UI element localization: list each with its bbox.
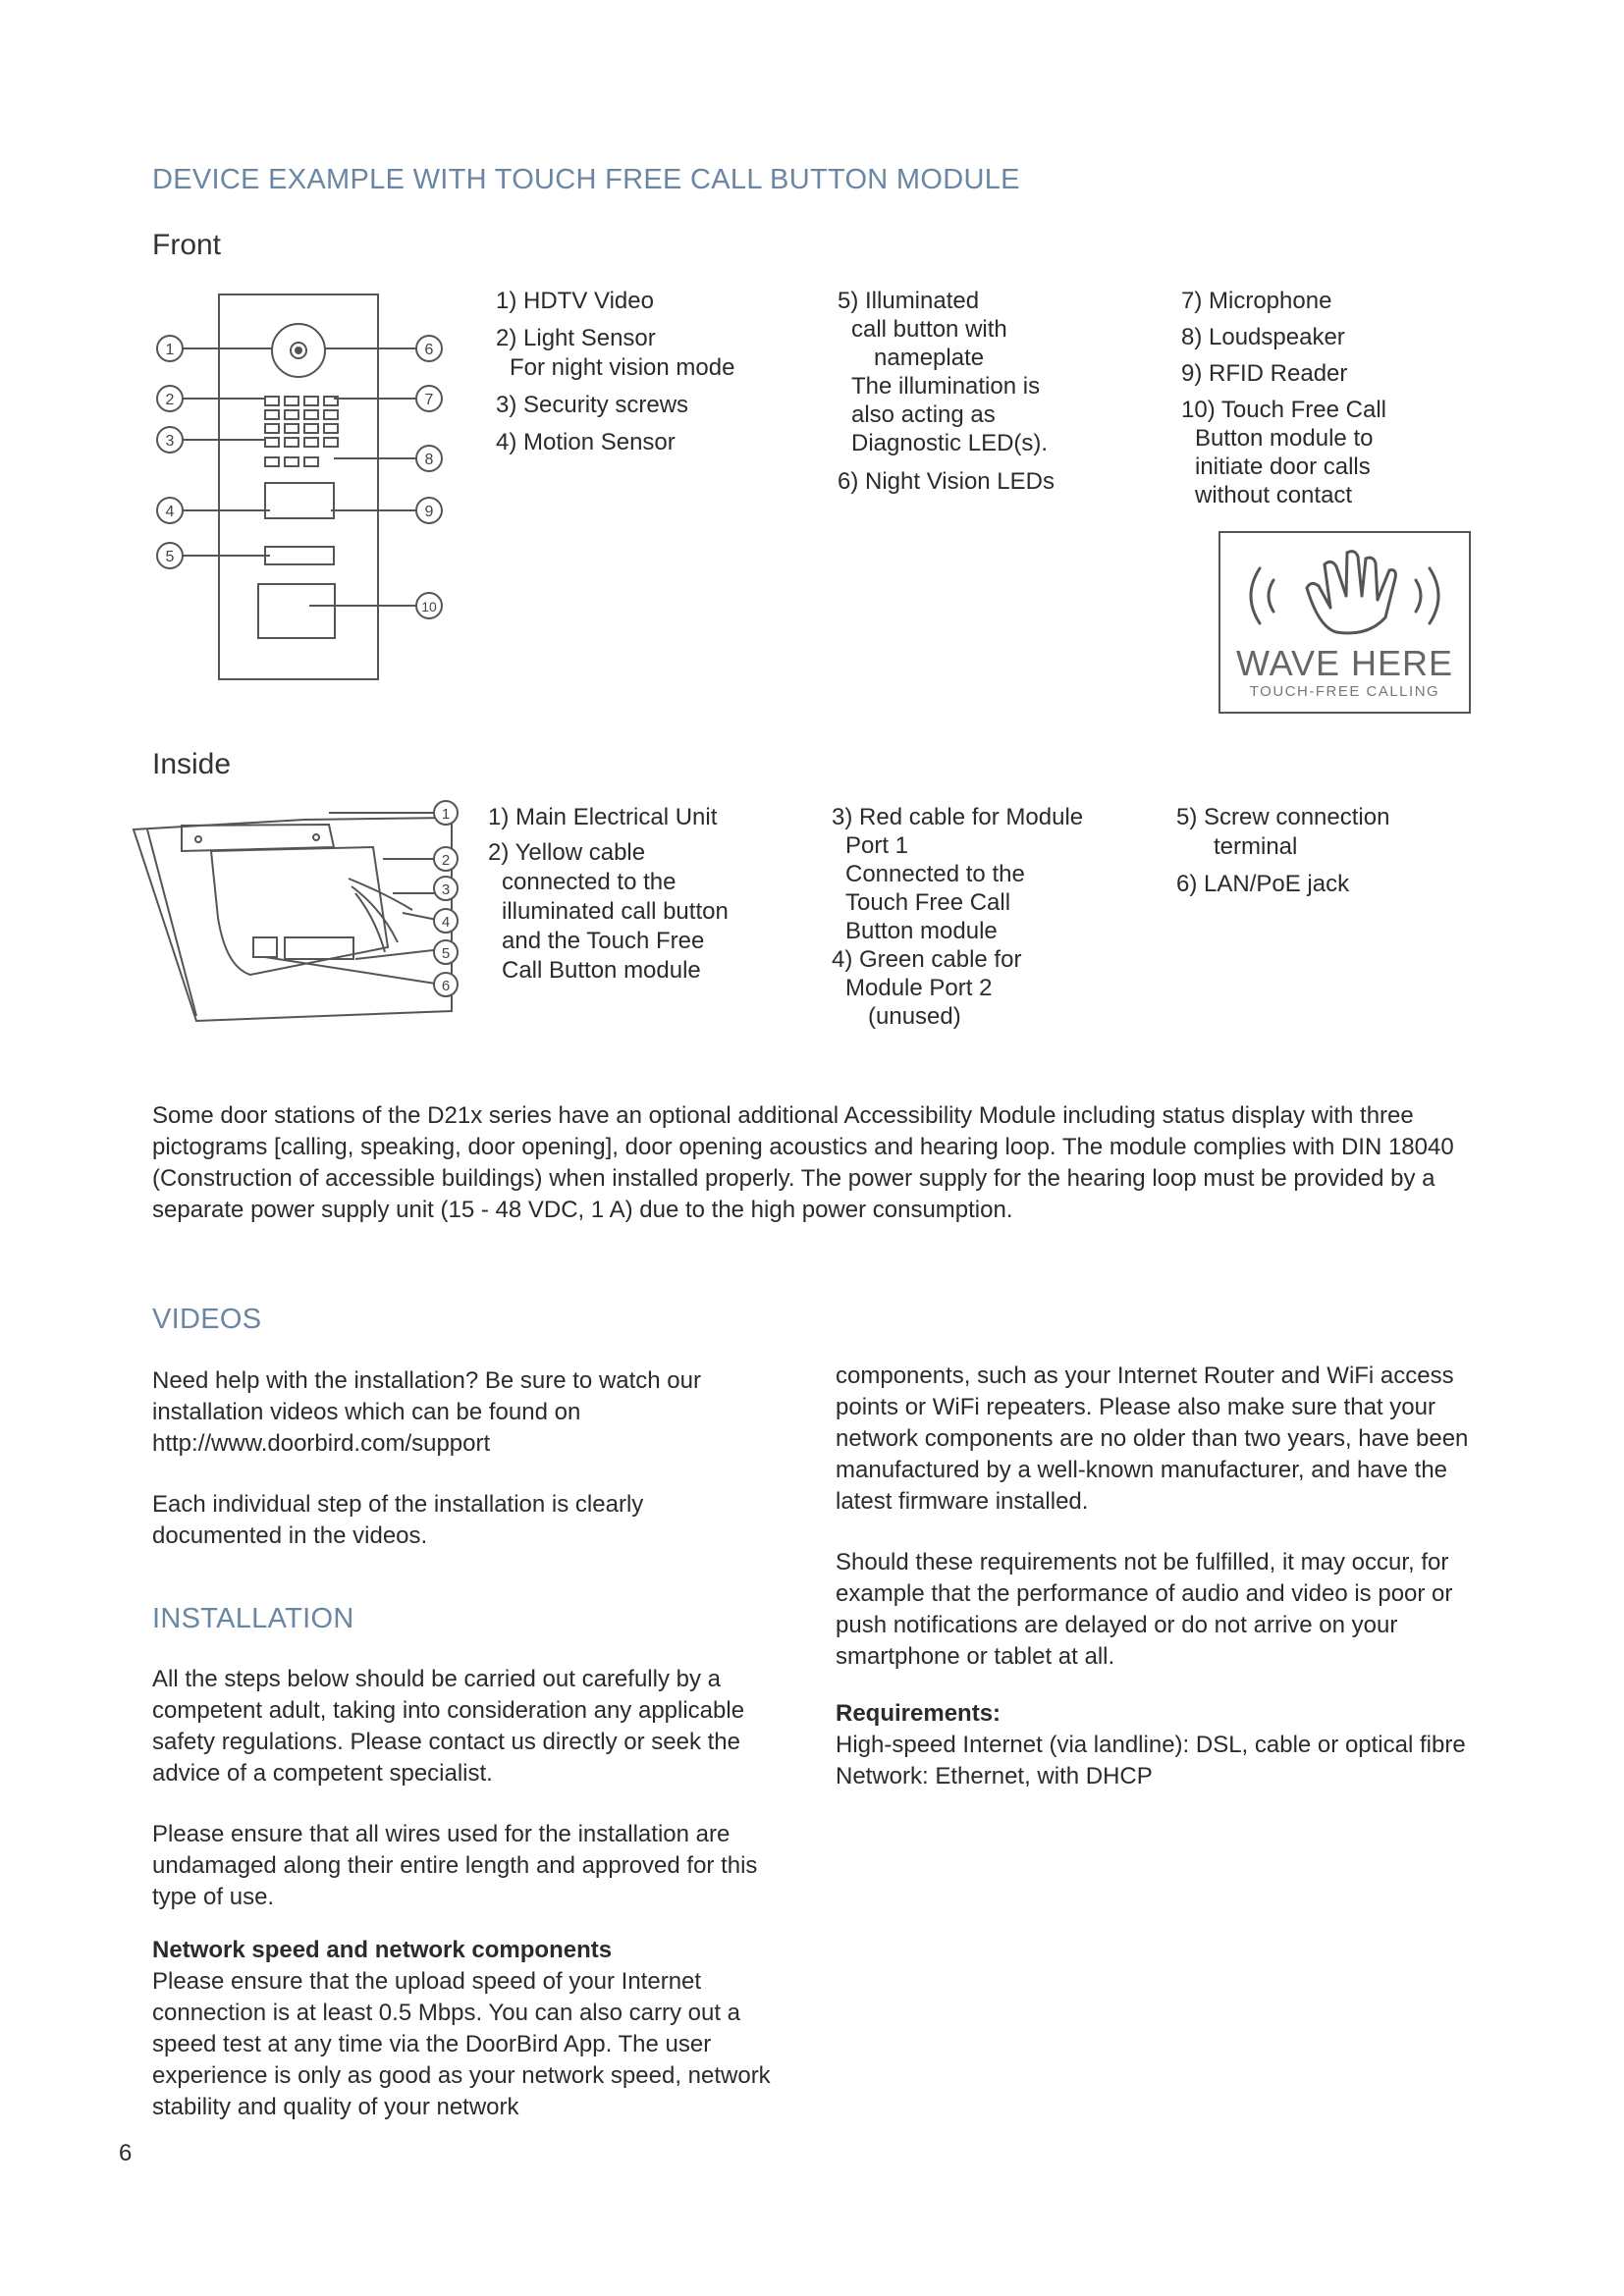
list-item: nameplate <box>874 345 985 371</box>
list-item: 7) Microphone <box>1181 288 1332 314</box>
inside-callout-6: 6 <box>441 978 451 994</box>
network-paragraph: Please ensure that the upload speed of your Internet connection is at least 0.5 Mbps. You can also carry out a speed test at any time via the DoorBird App. The user experience is only as good as your network speed, network stability and quality of your network <box>152 1968 771 2120</box>
front-callout-3: 3 <box>165 433 175 450</box>
front-list-col3 <box>1181 287 1495 509</box>
installation-text <box>152 1664 781 2123</box>
list-item: 9) RFID Reader <box>1181 360 1348 387</box>
list-item: 1) HDTV Video <box>496 288 654 314</box>
installation-paragraph-2: Please ensure that all wires used for the installation are undamaged along their entire length and approved for this type of use. <box>152 1821 758 1910</box>
list-item: Call Button module <box>502 957 701 984</box>
front-callout-5: 5 <box>165 549 175 565</box>
front-callout-1: 1 <box>165 342 175 358</box>
front-callout-10: 10 <box>421 599 437 614</box>
inside-callout-5: 5 <box>441 945 451 962</box>
list-item: 8) Loudspeaker <box>1181 324 1345 350</box>
videos-paragraph-1: Need help with the installation? Be sure to watch our installation videos which can be found on http://www.doorbird.com/support <box>152 1367 701 1457</box>
list-item: initiate door calls <box>1195 454 1371 480</box>
requirements-line-1: High-speed Internet (via landline): DSL, cable or optical fibre <box>836 1732 1466 1758</box>
front-callout-7: 7 <box>424 392 434 408</box>
list-item: 3) Red cable for Module <box>832 804 1084 830</box>
front-callout-8: 8 <box>424 452 434 468</box>
network-subheading: Network speed and network components <box>152 1937 613 1963</box>
wave-here-sticker <box>1218 531 1471 714</box>
list-item: Button module <box>845 918 998 944</box>
list-item: call button with <box>851 316 1007 343</box>
main-electrical-unit <box>211 847 388 975</box>
videos-paragraph-2: Each individual step of the installation is clearly documented in the videos. <box>152 1491 644 1549</box>
front-callout-9: 9 <box>424 504 434 520</box>
front-subheading: Front <box>152 229 222 261</box>
list-item: 6) Night Vision LEDs <box>838 468 1055 495</box>
requirements-line-2: Network: Ethernet, with DHCP <box>836 1763 1153 1789</box>
front-callout-6: 6 <box>424 342 434 358</box>
accessibility-text: Some door stations of the D21x series have an optional additional Accessibility Module including status display with three pictograms [calling, speaking, door opening], door opening acoustics and hearing loop. The module complies with DIN 18040 (Construction of accessible buildings) when installed properly. The power supply for the hearing loop must be provided by a separate power supply unit (15 - 48 VDC, 1 A) due to the high power consumption. <box>152 1102 1454 1223</box>
inside-device-diagram <box>128 800 471 1028</box>
network-components-paragraph: components, such as your Internet Router and WiFi access points or WiFi repeaters. Please also make sure that your network components are no older than two years, have been manufactured by a well-known manufacturer, and have the latest firmware installed. <box>836 1362 1469 1515</box>
front-list-col2 <box>838 287 1162 496</box>
installation-heading: INSTALLATION <box>152 1603 354 1634</box>
section-heading-device-example: DEVICE EXAMPLE WITH TOUCH FREE CALL BUTTON MODULE <box>152 164 1020 195</box>
right-column-text <box>836 1361 1479 1792</box>
inside-callout-1: 1 <box>441 806 451 823</box>
inside-list-col3 <box>1176 803 1500 899</box>
list-item: Module Port 2 <box>845 975 993 1001</box>
list-item: and the Touch Free <box>502 928 705 954</box>
inside-callout-3: 3 <box>441 881 451 898</box>
list-item: Touch Free Call <box>845 889 1011 916</box>
list-item: connected to the <box>502 869 677 895</box>
list-item: 6) LAN/PoE jack <box>1176 871 1350 897</box>
accessibility-paragraph <box>152 1100 1473 1226</box>
list-item: The illumination is <box>851 373 1041 400</box>
installation-paragraph-1: All the steps below should be carried out carefully by a competent adult, taking into consideration any applicable safety regulations. Please contact us directly or seek the advice of a competent specialist. <box>152 1666 745 1787</box>
list-item: 2) Yellow cable <box>488 839 646 866</box>
list-item: also acting as <box>851 401 996 428</box>
list-item: illuminated call button <box>502 898 729 925</box>
requirements-warning-paragraph: Should these requirements not be fulfilled, it may occur, for example that the performance of audio and video is poor or push notifications are delayed or do not arrive on your smartphone or tablet at all. <box>836 1549 1453 1670</box>
list-item: 4) Green cable for <box>832 946 1022 973</box>
requirements-heading: Requirements: <box>836 1700 1001 1727</box>
list-item: Port 1 <box>845 832 909 859</box>
inside-subheading: Inside <box>152 748 232 780</box>
videos-text <box>152 1365 761 1552</box>
lan-jack <box>253 937 277 957</box>
list-item: 5) Screw connection <box>1176 804 1390 830</box>
list-item: 3) Security screws <box>496 392 689 418</box>
list-item: 2) Light Sensor <box>496 325 656 351</box>
list-item: 1) Main Electrical Unit <box>488 804 718 830</box>
inside-list-col1 <box>488 803 812 986</box>
list-item: 5) Illuminated <box>838 288 980 314</box>
mounting-bracket <box>182 825 334 851</box>
wave-here-subtitle: TOUCH-FREE CALLING <box>1249 683 1440 700</box>
front-list-col1 <box>496 287 810 457</box>
list-item: terminal <box>1214 833 1298 860</box>
page-number: 6 <box>119 2140 133 2166</box>
front-device-diagram <box>152 287 466 689</box>
inside-list-col2 <box>832 803 1165 1031</box>
videos-heading: VIDEOS <box>152 1304 262 1335</box>
list-item: 10) Touch Free Call <box>1181 397 1386 423</box>
hand-wave-icon <box>1220 539 1469 647</box>
list-item: without contact <box>1195 482 1353 508</box>
list-item: 4) Motion Sensor <box>496 429 676 455</box>
front-callout-2: 2 <box>165 392 175 408</box>
list-item: For night vision mode <box>510 354 735 381</box>
wave-here-title: WAVE HERE <box>1235 643 1454 683</box>
inside-callout-2: 2 <box>441 852 451 869</box>
list-item: (unused) <box>868 1003 961 1030</box>
list-item: Diagnostic LED(s). <box>851 430 1049 456</box>
list-item: Button module to <box>1195 425 1374 452</box>
list-item: Connected to the <box>845 861 1025 887</box>
front-callout-4: 4 <box>165 504 175 520</box>
inside-callout-4: 4 <box>441 914 451 931</box>
